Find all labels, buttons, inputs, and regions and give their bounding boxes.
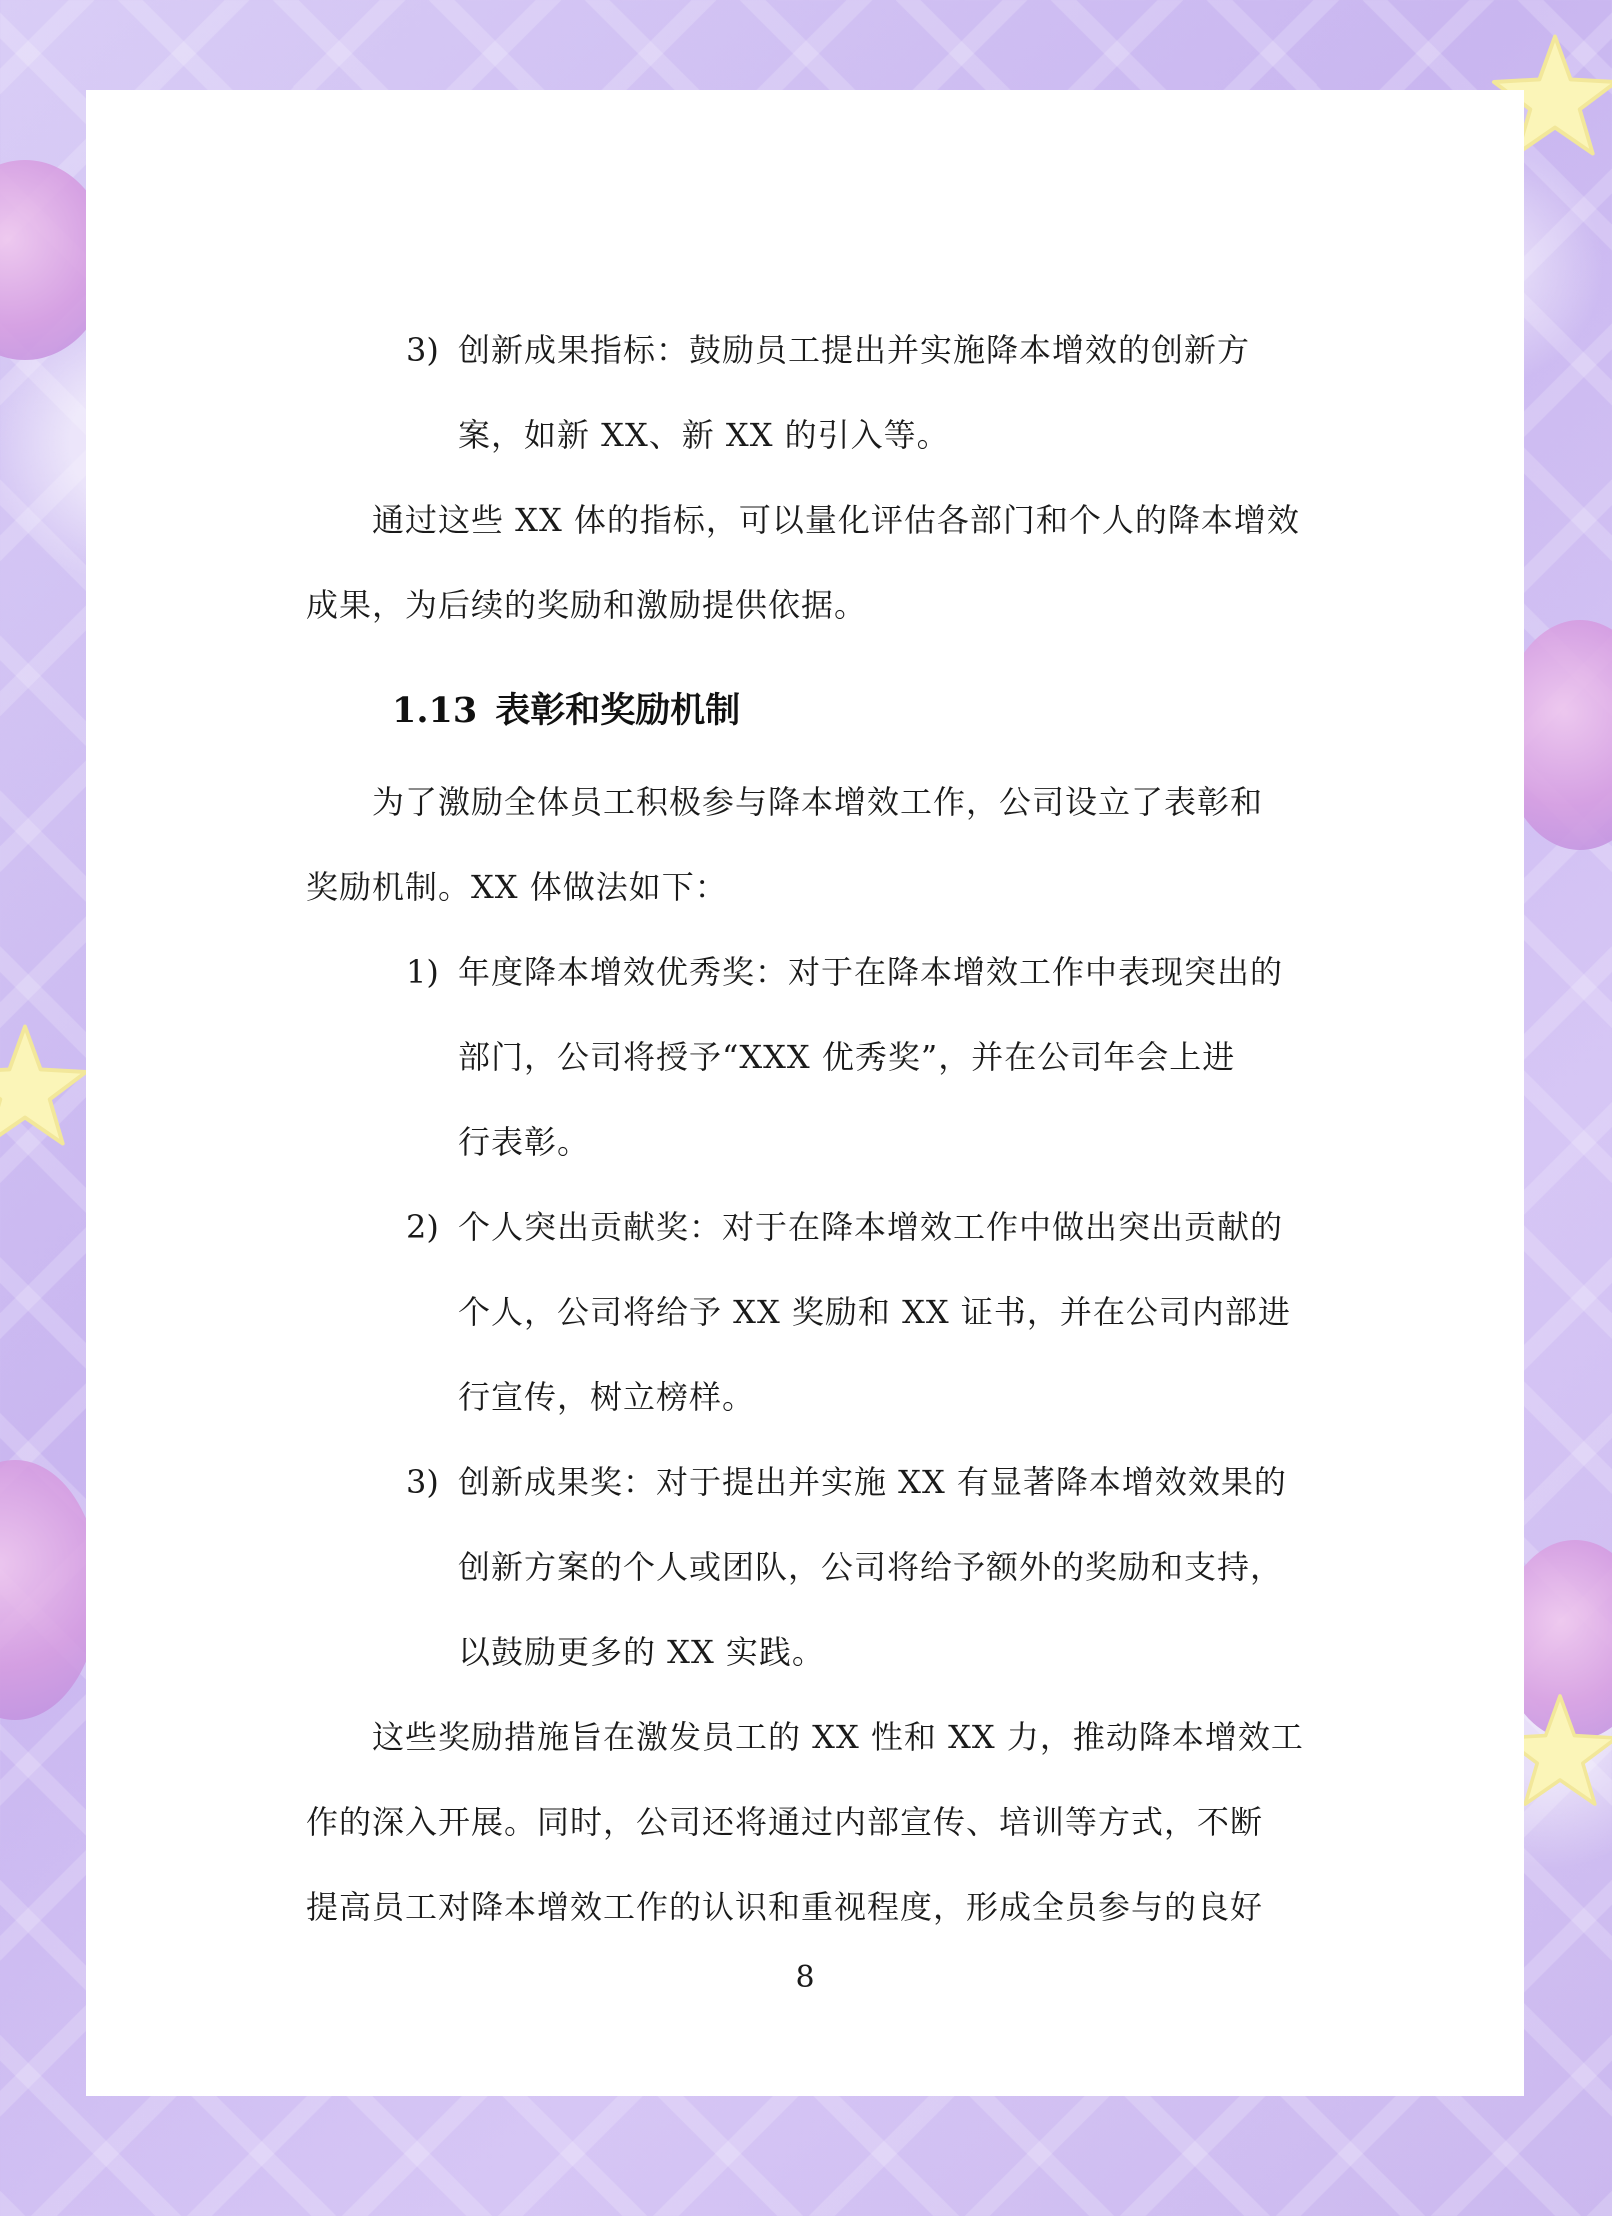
section-title: 表彰和奖励机制: [495, 691, 741, 731]
list-item-text: 年度降本增效优秀奖：对于在降本增效工作中表现突出的: [458, 953, 1284, 991]
star-decoration-icon: [0, 1020, 90, 1150]
body-paragraph: 这些奖励措施旨在激发员工的 XX 性和 XX 力，推动降本增效工: [372, 1718, 1304, 1756]
list-item-text: 创新方案的个人或团队，公司将给予额外的奖励和支持，: [458, 1548, 1284, 1586]
list-item-text: 个人，公司将给予 XX 奖励和 XX 证书，并在公司内部进: [458, 1293, 1291, 1331]
heart-decoration-icon: [0, 1460, 100, 1720]
list-item-text: 创新成果指标：鼓励员工提出并实施降本增效的创新方: [458, 331, 1251, 369]
list-item-text: 案，如新 XX、新 XX 的引入等。: [458, 416, 950, 454]
list-item-number: 3): [406, 331, 439, 369]
list-item-text: 行表彰。: [458, 1123, 591, 1161]
body-paragraph: 奖励机制。XX 体做法如下：: [306, 868, 728, 906]
section-heading: [392, 668, 740, 754]
body-paragraph: 成果，为后续的奖励和激励提供依据。: [306, 586, 868, 624]
list-item-text: 以鼓励更多的 XX 实践。: [458, 1633, 825, 1671]
body-paragraph: 作的深入开展。同时，公司还将通过内部宣传、培训等方式，不断: [306, 1803, 1264, 1841]
list-item-text: 行宣传，树立榜样。: [458, 1378, 756, 1416]
body-paragraph: 为了激励全体员工积极参与降本增效工作，公司设立了表彰和: [372, 783, 1264, 821]
document-page: [86, 90, 1524, 2096]
list-item-number: 1): [406, 953, 439, 991]
section-number: 1.13: [392, 690, 478, 731]
page-number: 8: [795, 1960, 815, 1995]
list-item-number: 2): [406, 1208, 439, 1246]
body-paragraph: 提高员工对降本增效工作的认识和重视程度，形成全员参与的良好: [306, 1888, 1264, 1926]
list-item-text: 个人突出贡献奖：对于在降本增效工作中做出突出贡献的: [458, 1208, 1284, 1246]
body-paragraph: 通过这些 XX 体的指标，可以量化评估各部门和个人的降本增效: [372, 501, 1300, 539]
list-item-text: 部门，公司将授予“XXX 优秀奖”，并在公司年会上进: [458, 1038, 1236, 1076]
list-item-text: 创新成果奖：对于提出并实施 XX 有显著降本增效效果的: [458, 1463, 1287, 1501]
list-item-number: 3): [406, 1463, 439, 1501]
